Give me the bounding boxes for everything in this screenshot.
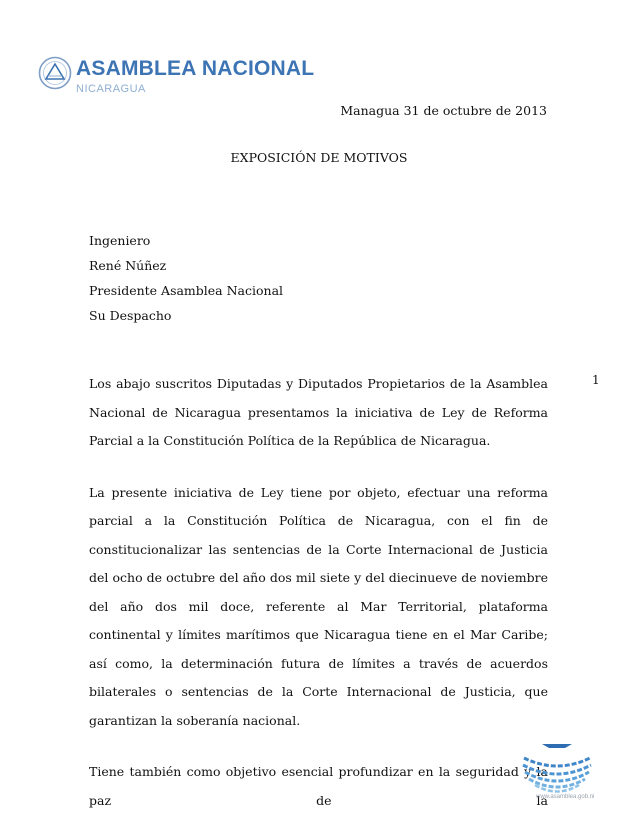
body-text [89, 370, 548, 838]
letterhead [38, 56, 315, 102]
addressee-block [89, 228, 283, 328]
paragraph: Los abajo suscritos Diputadas y Diputados Propietarios de la Asamblea Nacional de Nicaragua presentamos la iniciativa de Ley de Reforma Parcial a la Constitución Política de la República de Nicaragua. [89, 376, 548, 448]
brand-name: ASAMBLEA NACIONAL [76, 57, 315, 80]
page-number: 1 [592, 373, 600, 387]
addressee-line: Presidente Asamblea Nacional [89, 283, 284, 298]
date-line: Managua 31 de octubre de 2013 [340, 103, 547, 118]
brand-country: NICARAGUA [76, 83, 146, 95]
addressee-line: Ingeniero [89, 233, 151, 248]
paragraph: Tiene también como objetivo esencial profundizar en la seguridad y la paz de la [89, 764, 548, 808]
paragraph: La presente iniciativa de Ley tiene por objeto, efectuar una reforma parcial a la Constitución Política de Nicaragua, con el fin de constitucionalizar las sentencias de la Corte Internacional de Justicia del ocho de octubre del año dos mil siete y del diecinueve de noviembre del año dos mil doce, referente al Mar Territorial, plataforma continental y límites marítimos que Nicaragua tiene en el Mar Caribe; así como, la determinación futura de límites a través de acuerdos bilaterales o sentencias de la Corte Internacional de Justicia, que garantizan la soberanía nacional. [89, 484, 548, 728]
document-title: EXPOSICIÓN DE MOTIVOS [230, 150, 408, 165]
footer-url: www.asamblea.gob.ni [536, 794, 595, 800]
addressee-line: René Núñez [89, 258, 167, 273]
national-seal-icon [38, 56, 72, 90]
addressee-line: Su Despacho [89, 308, 172, 323]
